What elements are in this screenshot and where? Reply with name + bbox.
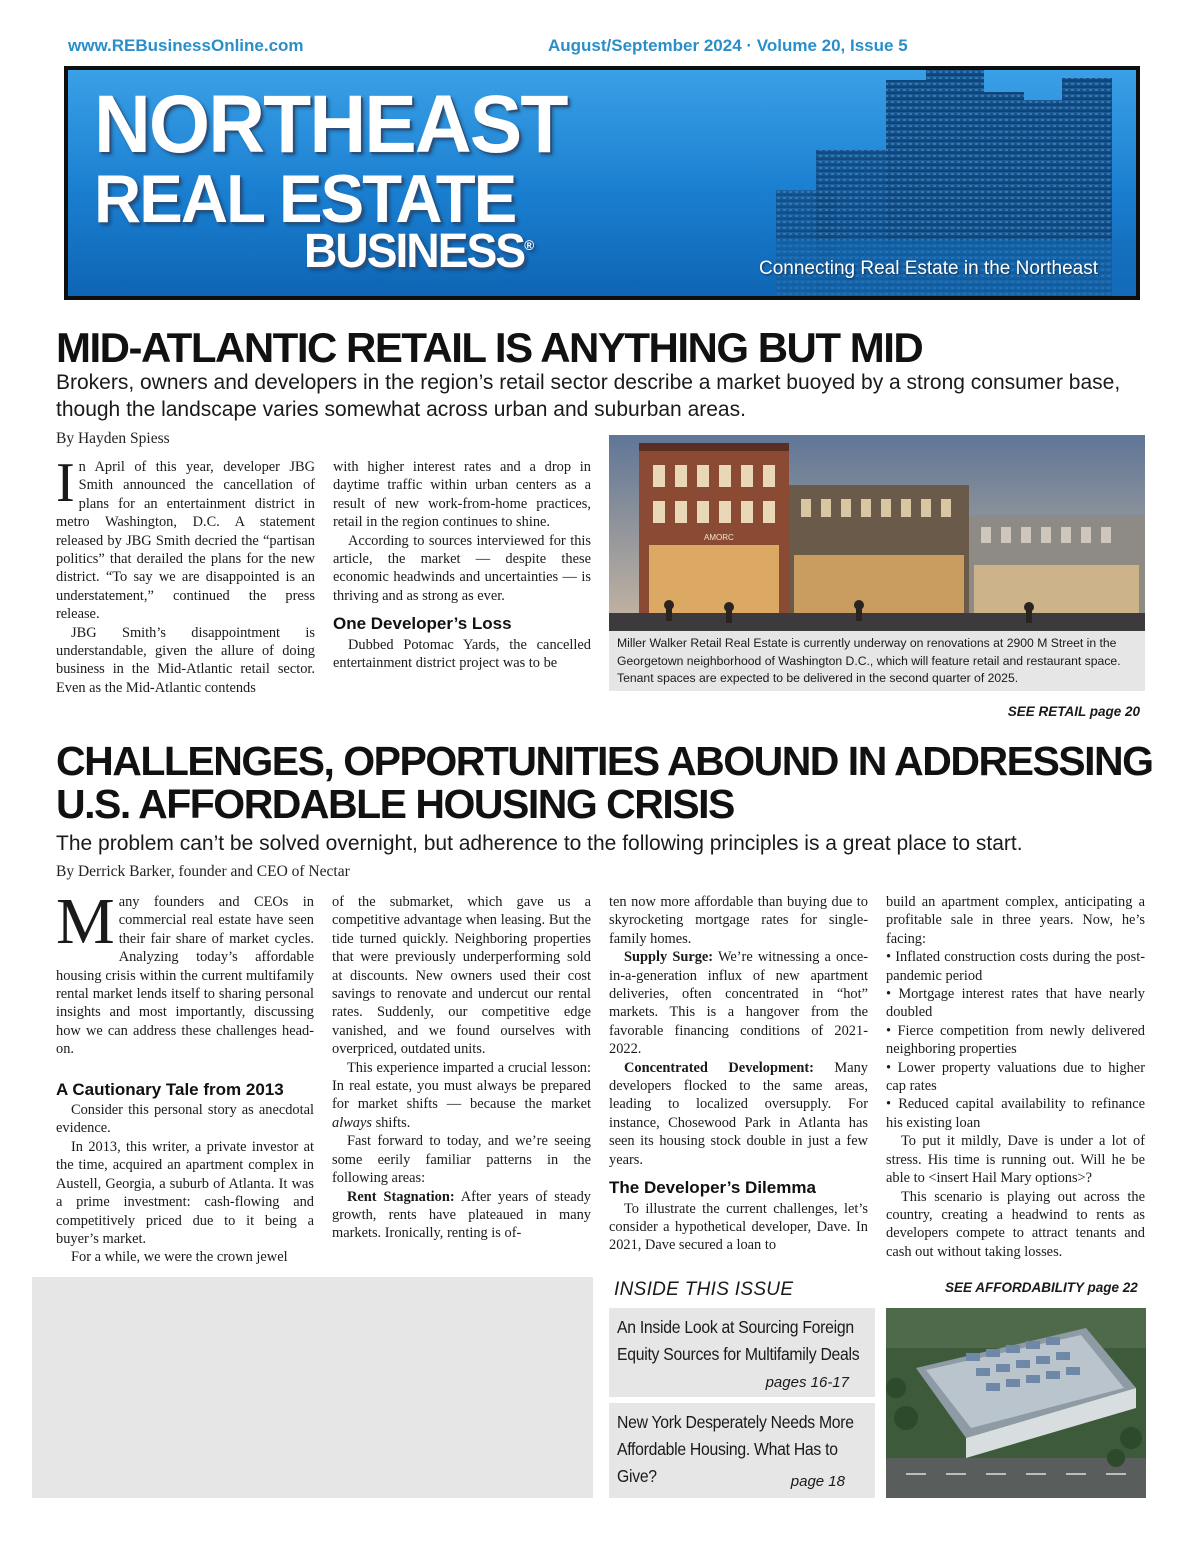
drop-cap: M <box>56 885 115 958</box>
inline-label: Concentrated Development: <box>624 1059 814 1076</box>
paragraph-text: shifts. <box>371 1114 411 1131</box>
bullet-item: • Inflated construction costs during the post-pandemic period <box>886 949 1145 984</box>
article2-headline-line1: CHALLENGES, OPPORTUNITIES ABOUND IN ADDRESSING <box>56 738 1153 784</box>
bullet-item: • Fierce competition from newly delivered neighboring properties <box>886 1022 1145 1058</box>
article1-paragraph: JBG Smith’s disappointment is understandable, given the allure of doing business in the Mid-Atlantic retail sector. Even as the Mid-Atlantic contends <box>56 624 315 696</box>
paragraph-text: We’re witnessing a once-in-a-generation influx of new apartment deliveries, often concentrated in “hot” markets. This is a hangover from the favorable financing conditions of 2021-2022. <box>609 949 868 1058</box>
article2-paragraph: For a while, we were the crown jewel <box>71 1249 288 1266</box>
article2-byline: By Derrick Barker, founder and CEO of Nectar <box>56 863 350 880</box>
article2-column-2 <box>332 893 591 1243</box>
paragraph-text: This experience imparted a crucial lesson: In real estate, you must always be prepared for market shifts — because the market <box>332 1059 591 1113</box>
article2-paragraph: ten now more affordable than buying due to skyrocketing mortgage rates for single-family homes. <box>609 894 868 947</box>
article2-paragraph: of the submarket, which gave us a competitive advantage when leasing. But the tide turned quickly. Neighboring properties that were previously underperforming sold at discounts. New owners used their cost savings to renovate and undercut our rental rates. Suddenly, our competitive edge vanished, and we found ourselves with overpriced, outdated units. <box>332 894 591 1058</box>
inside-item-foreign-equity[interactable] <box>609 1308 875 1397</box>
article2-paragraph <box>332 1059 591 1133</box>
article2-paragraph: To illustrate the current challenges, let’s consider a hypothetical developer, Dave. In 2021, Dave secured a loan to <box>609 1200 868 1254</box>
article1-headline[interactable]: MID-ATLANTIC RETAIL IS ANYTHING BUT MID <box>56 324 923 371</box>
jump-retail-link[interactable]: SEE RETAIL page 20 <box>1007 704 1140 719</box>
photo-caption: Miller Walker Retail Real Estate is currently underway on renovations at 2900 M Street in the Georgetown neighborhood of Washington D.C., which will feature retail and restaurant space. Tenant spaces are expected to be delivered in the second quarter of 2025. <box>609 631 1145 691</box>
article2-paragraph <box>56 885 314 1059</box>
article1-dek: Brokers, owners and developers in the region’s retail sector describe a market buoyed by a strong consumer base, though the landscape varies somewhat across urban and suburban areas. <box>56 371 1121 422</box>
emphasis-text: always <box>332 1114 372 1131</box>
issue-date: August/September 2024 · Volume 20, Issue 5 <box>548 36 908 55</box>
inside-issue-title: INSIDE THIS ISSUE <box>614 1279 794 1300</box>
masthead-northeast: NORTHEAST <box>94 79 567 170</box>
article1-paragraph: with higher interest rates and a drop in daytime traffic within urban centers as a result of new work-from-home practices, retail in the region continues to shine. <box>333 459 591 531</box>
article2-subhead: A Cautionary Tale from 2013 <box>56 1079 284 1099</box>
jump-affordability-link[interactable]: SEE AFFORDABILITY page 22 <box>945 1280 1138 1295</box>
paragraph-text: After years of steady growth, rents have plateaued in many markets. Ironically, renting is of- <box>332 1188 591 1242</box>
bullet-item: • Lower property valuations due to higher cap rates <box>886 1059 1145 1095</box>
masthead <box>64 66 1140 300</box>
masthead-real-estate: REAL ESTATE <box>94 161 516 237</box>
article2-paragraph: To put it mildly, Dave is under a lot of stress. His time is running out. Will he be able to <insert Hail Mary options>? <box>886 1133 1145 1187</box>
paragraph-text: Many developers flocked to the same areas, leading to localized oversupply. For instance, Chosewood Park in Atlanta has seen its housing stock double in just a few years. <box>609 1059 868 1168</box>
article2-paragraph <box>609 948 868 1058</box>
article1-column-1 <box>56 452 315 697</box>
article2-headline-line2: U.S. AFFORDABLE HOUSING CRISIS <box>56 781 734 828</box>
article2-subhead: The Developer’s Dilemma <box>609 1178 816 1198</box>
masthead-banner <box>68 70 1136 296</box>
inline-label: Rent Stagnation: <box>347 1188 455 1205</box>
article1-column-2 <box>333 458 591 672</box>
inline-label: Supply Surge: <box>624 949 714 966</box>
inside-item-title: New York Desperately Needs More Affordable Housing. What Has to Give? <box>617 1412 854 1486</box>
website-url[interactable]: www.REBusinessOnline.com <box>68 36 304 55</box>
article1-paragraph: According to sources interviewed for this article, the market — despite these economic headwinds and uncertainties — is thriving and as strong as ever. <box>333 532 591 604</box>
bullet-item: • Mortgage interest rates that have nearly doubled <box>886 986 1145 1021</box>
bullet-item: • Reduced capital availability to refinance his existing loan <box>886 1096 1145 1131</box>
article2-column-1 <box>56 885 314 1267</box>
article2-paragraph: build an apartment complex, anticipating a profitable sale in three years. Now, he’s facing: <box>886 894 1145 947</box>
article2-column-4 <box>886 893 1145 1261</box>
paragraph-text: any founders and CEOs in commercial real estate have seen their fair share of market cycles. Analyzing today’s affordable housing crisis within the current multifamily rental market lends itself to sharing personal insights and most importantly, discussing how we can address these challenges head-on. <box>56 894 314 1058</box>
article1-paragraph <box>56 452 315 624</box>
article1-subhead: One Developer’s Loss <box>333 614 512 634</box>
drop-cap: I <box>56 452 75 514</box>
article2-headline[interactable] <box>56 740 1166 827</box>
ad-placeholder <box>32 1277 593 1498</box>
retail-street-photo <box>609 435 1145 631</box>
registered-mark: ® <box>524 237 535 253</box>
inside-item-pages: page 18 <box>790 1473 845 1490</box>
article2-paragraph: Consider this personal story as anecdotal evidence. <box>56 1102 314 1137</box>
masthead-business <box>304 224 534 279</box>
aerial-warehouse-illustration <box>886 1308 1146 1498</box>
storefront-sign: AMORC <box>704 533 734 542</box>
article2-column-3 <box>609 893 868 1255</box>
article2-dek: The problem can’t be solved overnight, but adherence to the following principles is a great place to start. <box>56 832 1023 855</box>
article2-paragraph: In 2013, this writer, a private investor at the time, acquired an apartment complex in Austell, Georgia, a suburb of Atlanta. It was a prime investment: cash-flowing and competitively priced due to it being a buyer’s market. <box>56 1138 314 1247</box>
article1-byline: By Hayden Spiess <box>56 430 170 447</box>
inside-item-title: An Inside Look at Sourcing Foreign Equity Sources for Multifamily Deals <box>617 1317 860 1364</box>
article2-paragraph <box>609 1059 868 1169</box>
aerial-warehouse-photo <box>886 1308 1146 1498</box>
inside-item-ny-housing[interactable] <box>609 1403 875 1498</box>
article2-paragraph <box>332 1188 591 1243</box>
article1-paragraph: Dubbed Potomac Yards, the cancelled entertainment district project was to be <box>333 636 591 672</box>
masthead-tagline: Connecting Real Estate in the Northeast <box>758 258 1098 279</box>
retail-street-illustration <box>609 435 1145 631</box>
article2-paragraph: Fast forward to today, and we’re seeing some eerily familiar patterns in the following areas: <box>332 1133 591 1187</box>
inside-item-pages: pages 16-17 <box>765 1374 849 1391</box>
masthead-business-text: BUSINESS <box>304 225 525 278</box>
paragraph-text: n April of this year, developer JBG Smith announced the cancellation of plans for an entertainment district in metro Washington, D.C. A statement released by JBG Smith decried the “partisan politics” that derailed the plans for the new district. “To say we are disappointed is an understatement,” continued the press release. <box>56 459 315 623</box>
article2-paragraph: This scenario is playing out across the country, creating a headwind to rents as developers compete to attract tenants and cash out without taking losses. <box>886 1188 1145 1260</box>
